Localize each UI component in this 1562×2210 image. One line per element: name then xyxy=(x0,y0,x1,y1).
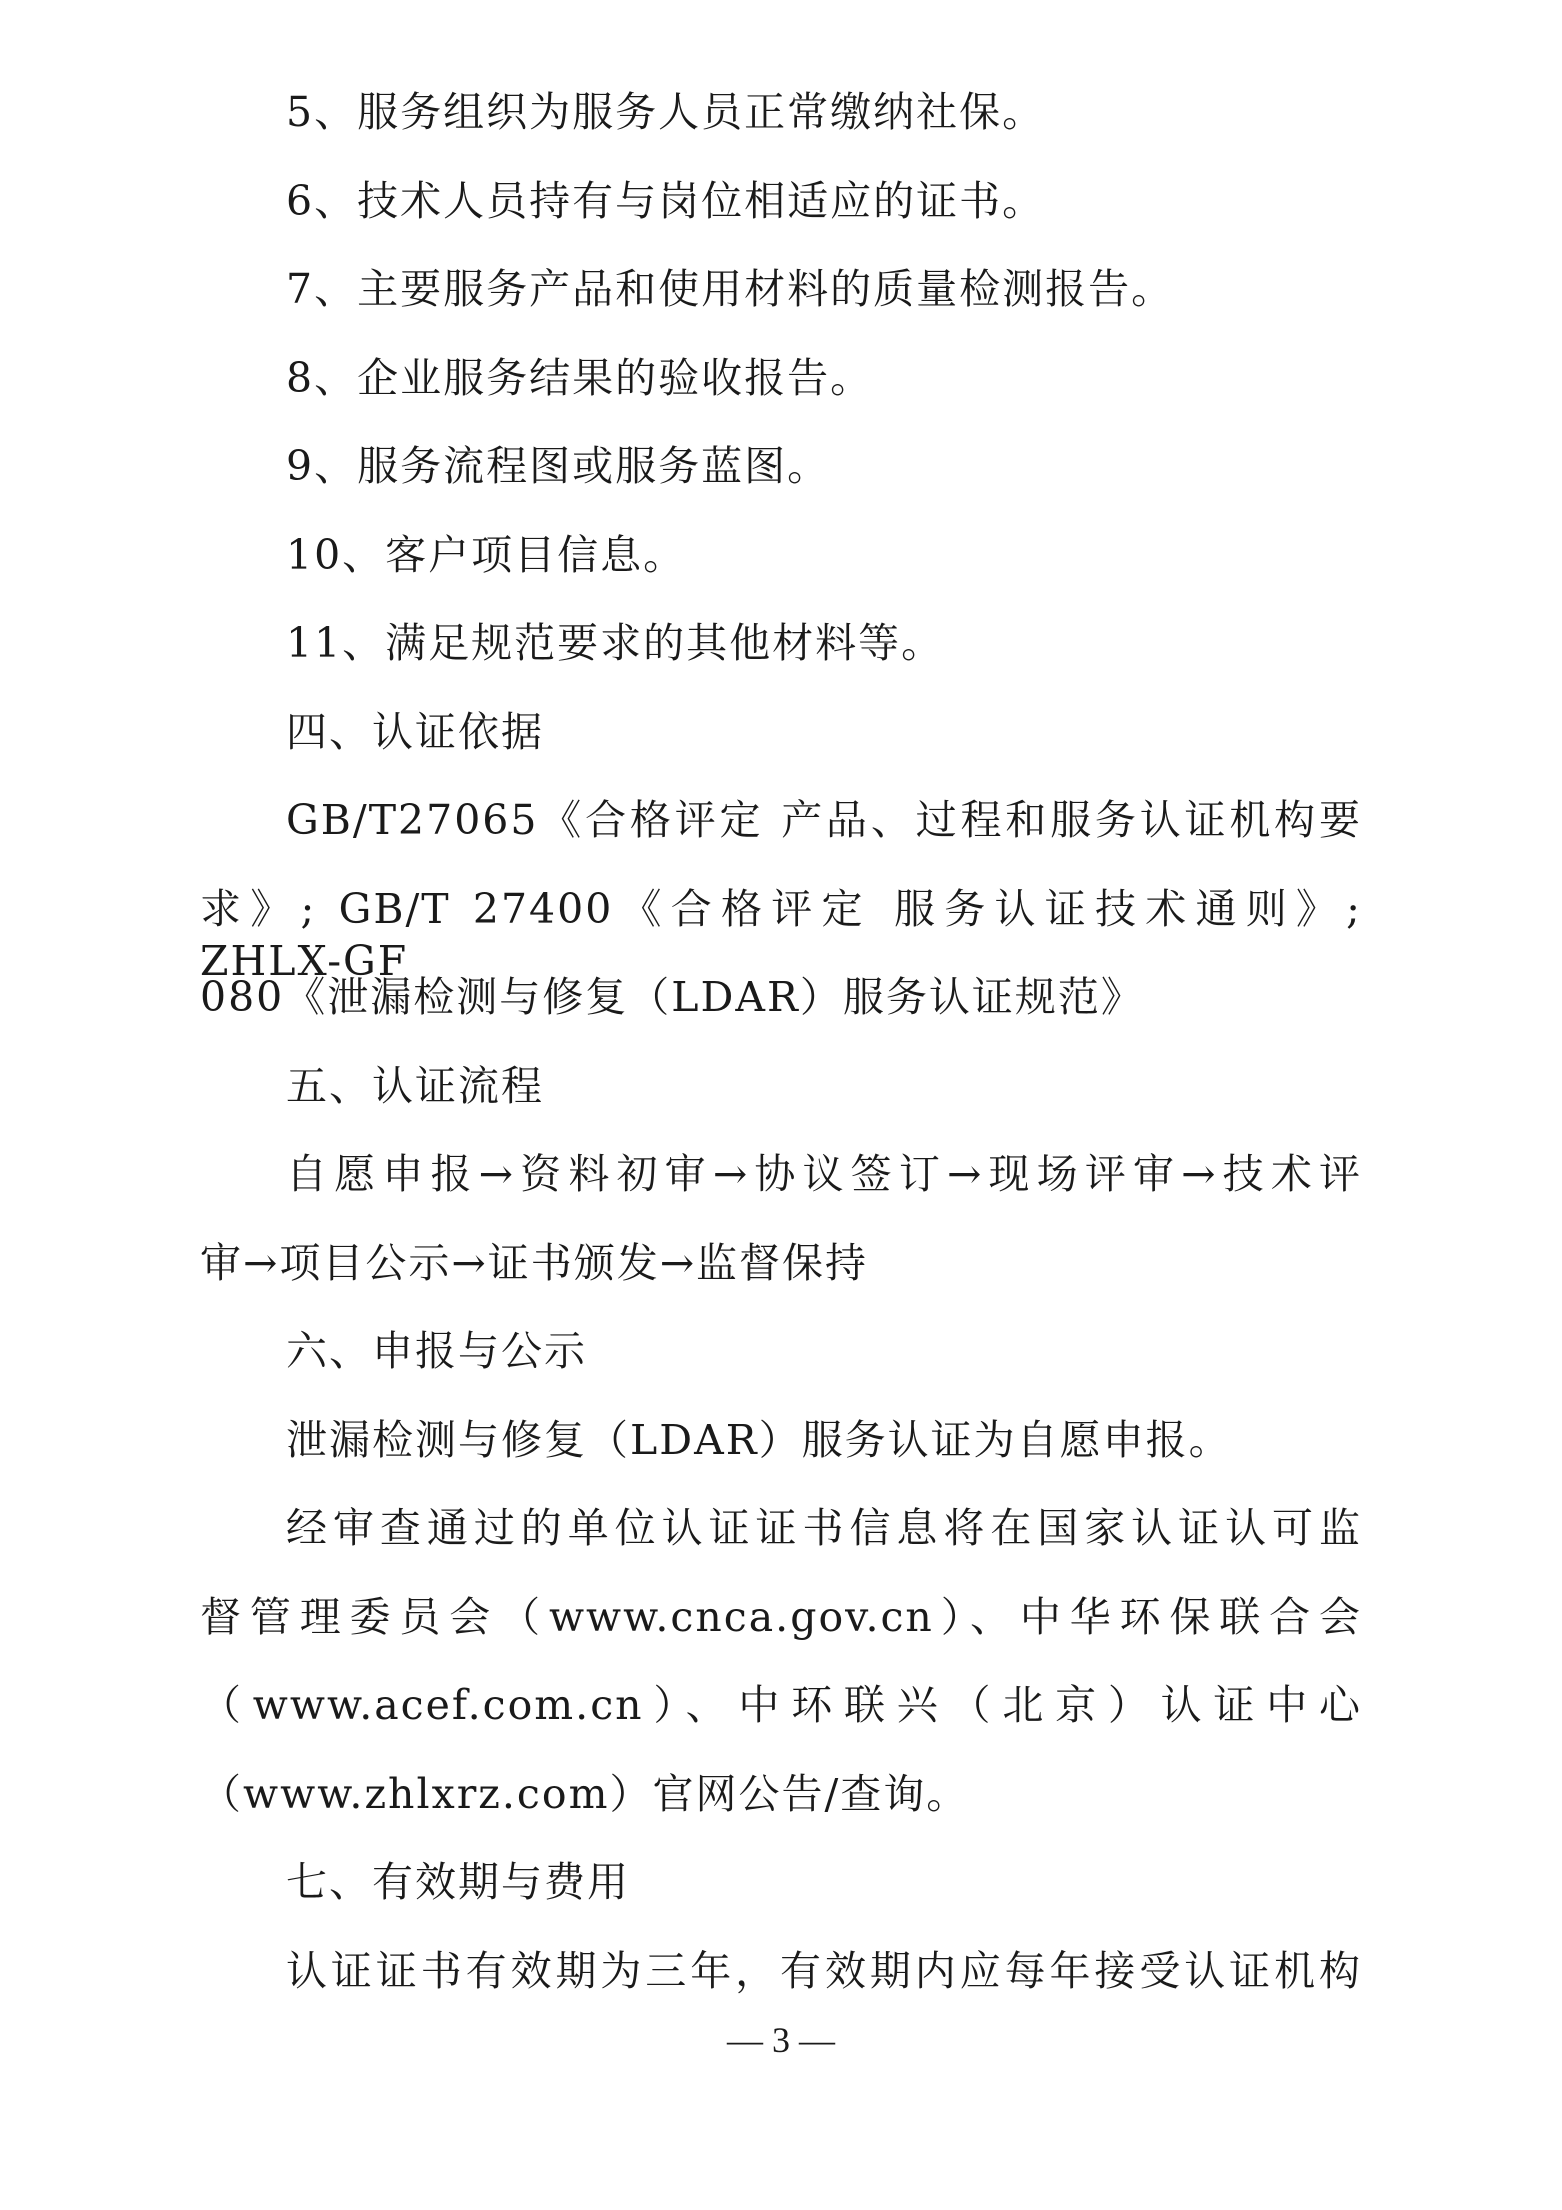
list-item-5: 5、服务组织为服务人员正常缴纳社保。 xyxy=(286,88,1046,136)
paragraph-line: 080《泄漏检测与修复（LDAR）服务认证规范》 xyxy=(200,973,1144,1021)
paragraph-line: （www.acef.com.cn）、中环联兴（北京）认证中心 xyxy=(200,1681,1362,1729)
paragraph-line: 审→项目公示→证书颁发→监督保持 xyxy=(200,1239,869,1287)
paragraph-line: 求》; GB/T 27400《合格评定 服务认证技术通则》; ZHLX-GF xyxy=(200,885,1362,985)
section-heading-6: 六、申报与公示 xyxy=(286,1327,587,1375)
paragraph-line: 自愿申报→资料初审→协议签订→现场评审→技术评 xyxy=(286,1150,1362,1198)
paragraph-line: （www.zhlxrz.com）官网公告/查询。 xyxy=(200,1770,970,1818)
paragraph-line: 认证证书有效期为三年，有效期内应每年接受认证机构 xyxy=(286,1947,1362,1995)
paragraph-line: 经审查通过的单位认证证书信息将在国家认证认可监 xyxy=(286,1504,1362,1552)
list-item-11: 11、满足规范要求的其他材料等。 xyxy=(286,619,945,667)
list-item-9: 9、服务流程图或服务蓝图。 xyxy=(286,442,831,490)
section-heading-4: 四、认证依据 xyxy=(286,708,544,756)
list-item-8: 8、企业服务结果的验收报告。 xyxy=(286,354,874,402)
list-item-10: 10、客户项目信息。 xyxy=(286,531,687,579)
section-heading-7: 七、有效期与费用 xyxy=(286,1858,630,1906)
list-item-7: 7、主要服务产品和使用材料的质量检测报告。 xyxy=(286,265,1175,313)
list-item-6: 6、技术人员持有与岗位相适应的证书。 xyxy=(286,177,1046,225)
paragraph-line: 督管理委员会（www.cnca.gov.cn）、中华环保联合会 xyxy=(200,1593,1362,1641)
paragraph-line: GB/T27065《合格评定 产品、过程和服务认证机构要 xyxy=(286,796,1362,844)
section-heading-5: 五、认证流程 xyxy=(286,1062,544,1110)
paragraph-line: 泄漏检测与修复（LDAR）服务认证为自愿申报。 xyxy=(286,1416,1232,1464)
page-number: — 3 — xyxy=(727,2020,835,2060)
